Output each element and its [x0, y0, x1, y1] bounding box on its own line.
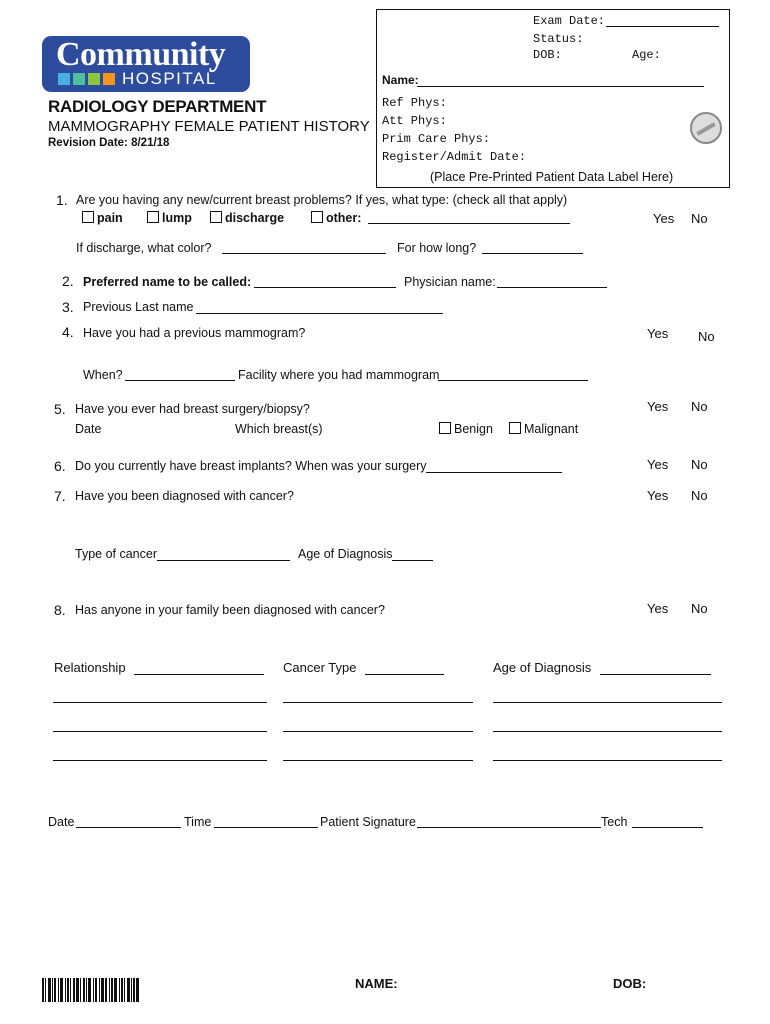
how-long-line[interactable]	[482, 253, 583, 254]
type-of-cancer-line[interactable]	[157, 560, 290, 561]
q4-text: Have you had a previous mammogram?	[83, 326, 306, 340]
physician-label: Physician name:	[404, 275, 496, 289]
patient-signature-line[interactable]	[417, 827, 601, 828]
q5-no[interactable]: No	[691, 399, 708, 414]
relationship-header: Relationship	[54, 660, 126, 675]
q7-no[interactable]: No	[691, 488, 708, 503]
name-label: Name:	[382, 73, 419, 87]
hospital-logo	[42, 36, 250, 92]
which-breast-label: Which breast(s)	[235, 422, 323, 436]
age-label: Age:	[632, 48, 661, 62]
pain-label: pain	[97, 211, 123, 225]
status-label: Status:	[533, 32, 584, 46]
q7-yes[interactable]: Yes	[647, 488, 669, 503]
logo-square	[58, 73, 70, 85]
exam-date-line[interactable]	[606, 26, 719, 27]
logo-square	[103, 73, 115, 85]
barcode-icon	[42, 978, 152, 1002]
discharge-checkbox[interactable]	[210, 211, 284, 225]
tech-line[interactable]	[632, 827, 703, 828]
age-of-diagnosis-label: Age of Diagnosis	[298, 547, 393, 561]
name-line[interactable]	[417, 86, 704, 87]
other-label: other:	[326, 211, 362, 225]
signature-time-line[interactable]	[214, 827, 318, 828]
att-phys-label: Att Phys:	[382, 114, 447, 128]
q6-text: Do you currently have breast implants? When was your surgery	[75, 459, 427, 473]
lump-label: lump	[162, 211, 192, 225]
q6-yes[interactable]: Yes	[647, 457, 669, 472]
discharge-label: discharge	[225, 211, 285, 225]
relationship-row-line[interactable]	[53, 760, 267, 761]
footer-dob-label: DOB:	[613, 976, 647, 991]
signature-date-label: Date	[48, 815, 75, 829]
q5-number: 5.	[54, 401, 66, 417]
footer-name-label: NAME:	[355, 976, 398, 991]
checkbox-icon	[311, 211, 323, 223]
previous-last-name-line[interactable]	[196, 313, 443, 314]
when-label: When?	[83, 368, 123, 382]
cancer-type-row-line[interactable]	[283, 760, 473, 761]
age-of-diagnosis-line[interactable]	[392, 560, 433, 561]
facility-label: Facility where you had mammogram	[238, 368, 440, 382]
checkbox-icon	[509, 422, 521, 434]
q4-number: 4.	[62, 324, 74, 340]
seal-icon	[690, 112, 722, 144]
logo-community-text: Community	[56, 36, 226, 73]
q5-yes[interactable]: Yes	[647, 399, 669, 414]
benign-label: Benign	[454, 422, 493, 436]
q4-no[interactable]: No	[698, 329, 715, 344]
benign-checkbox[interactable]	[439, 422, 493, 436]
signature-date-line[interactable]	[76, 827, 181, 828]
q1-yes[interactable]: Yes	[653, 211, 675, 226]
malignant-label: Malignant	[524, 422, 579, 436]
cancer-type-row-line[interactable]	[283, 731, 473, 732]
relationship-row-line[interactable]	[53, 702, 267, 703]
q8-number: 8.	[54, 602, 66, 618]
relationship-header-line[interactable]	[134, 674, 264, 675]
patient-signature-label: Patient Signature	[320, 815, 416, 829]
logo-square	[88, 73, 100, 85]
signature-time-label: Time	[184, 815, 212, 829]
q8-text: Has anyone in your family been diagnosed with cancer?	[75, 603, 385, 617]
cancer-type-header-line[interactable]	[365, 674, 444, 675]
q1-text: Are you having any new/current breast problems? If yes, what type: (check all that apply)	[76, 193, 568, 207]
lump-checkbox[interactable]	[147, 211, 192, 225]
q3-number: 3.	[62, 299, 74, 315]
checkbox-icon	[147, 211, 159, 223]
q1-no[interactable]: No	[691, 211, 708, 226]
revision-date: Revision Date: 8/21/18	[48, 137, 170, 149]
checkbox-icon	[439, 422, 451, 434]
q7-number: 7.	[54, 488, 66, 504]
when-line[interactable]	[125, 380, 235, 381]
register-date-label: Register/Admit Date:	[382, 150, 527, 164]
discharge-color-line[interactable]	[222, 253, 386, 254]
q5-text: Have you ever had breast surgery/biopsy?	[75, 402, 310, 416]
implant-surgery-line[interactable]	[426, 472, 562, 473]
q8-no[interactable]: No	[691, 601, 708, 616]
dob-label: DOB:	[533, 48, 562, 62]
malignant-checkbox[interactable]	[509, 422, 578, 436]
checkbox-icon	[210, 211, 222, 223]
department-title: RADIOLOGY DEPARTMENT	[48, 97, 267, 116]
exam-date-label: Exam Date:	[533, 14, 606, 28]
surgery-date-label: Date	[75, 422, 102, 436]
form-title: MAMMOGRAPHY FEMALE PATIENT HISTORY	[48, 118, 370, 135]
pain-checkbox[interactable]	[82, 211, 123, 225]
q6-number: 6.	[54, 458, 66, 474]
logo-square	[73, 73, 85, 85]
other-checkbox[interactable]	[311, 211, 361, 225]
discharge-color-label: If discharge, what color?	[76, 241, 212, 255]
q2-number: 2.	[62, 273, 74, 289]
logo-hospital-text: HOSPITAL	[122, 69, 217, 88]
q4-yes[interactable]: Yes	[647, 326, 669, 341]
other-line[interactable]	[368, 223, 570, 224]
q2-text: Preferred name to be called:	[83, 275, 252, 289]
preferred-name-line[interactable]	[254, 287, 396, 288]
prim-care-label: Prim Care Phys:	[382, 132, 491, 146]
q7-text: Have you been diagnosed with cancer?	[75, 489, 294, 503]
how-long-label: For how long?	[397, 241, 477, 255]
facility-line[interactable]	[438, 380, 588, 381]
cancer-type-header: Cancer Type	[283, 660, 357, 675]
tech-label: Tech	[601, 815, 628, 829]
family-age-row-line[interactable]	[493, 702, 722, 703]
physician-line[interactable]	[497, 287, 607, 288]
family-age-header: Age of Diagnosis	[493, 660, 592, 675]
ref-phys-label: Ref Phys:	[382, 96, 447, 110]
q1-number: 1.	[56, 192, 68, 208]
place-label-instruction: (Place Pre-Printed Patient Data Label Here)	[430, 170, 674, 184]
checkbox-icon	[82, 211, 94, 223]
q6-no[interactable]: No	[691, 457, 708, 472]
cancer-type-row-line[interactable]	[283, 702, 473, 703]
family-age-row-line[interactable]	[493, 760, 722, 761]
q3-text: Previous Last name	[83, 300, 194, 314]
relationship-row-line[interactable]	[53, 731, 267, 732]
q8-yes[interactable]: Yes	[647, 601, 669, 616]
family-age-header-line[interactable]	[600, 674, 711, 675]
family-age-row-line[interactable]	[493, 731, 722, 732]
type-of-cancer-label: Type of cancer	[75, 547, 157, 561]
